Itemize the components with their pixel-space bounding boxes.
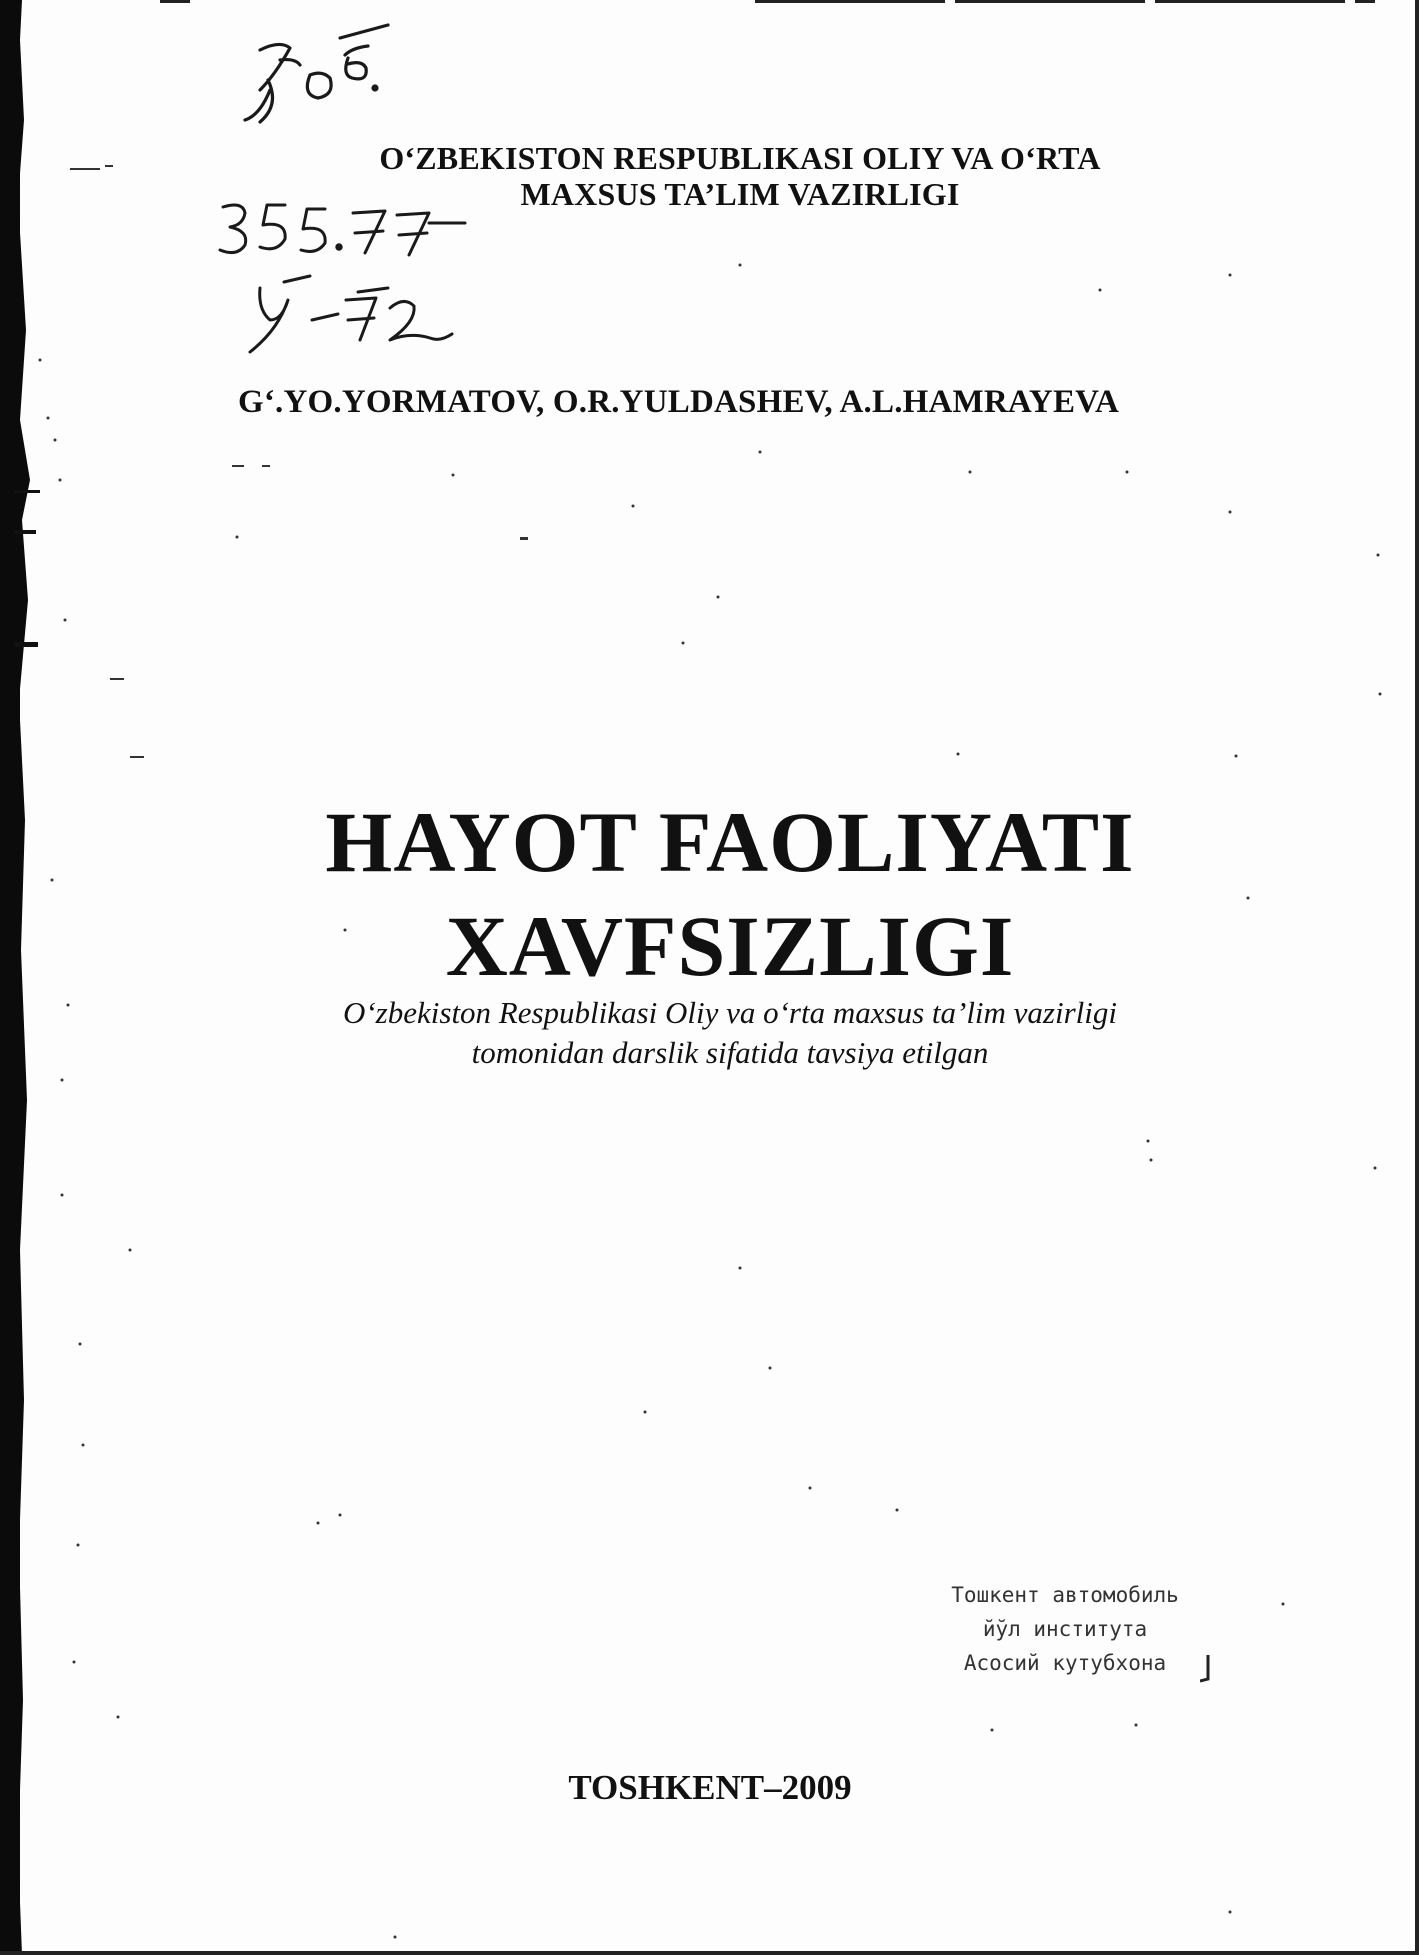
library-stamp [915,1578,1215,1680]
book-subtitle [180,993,1280,1073]
book-title-line2: XAVFSIZLIGI [445,898,1015,994]
book-subtitle-line1: O‘zbekiston Respublikasi Oliy va o‘rta maxsus ta’lim vazirligi [342,995,1118,1030]
book-subtitle-line2: tomonidan darslik sifatida tavsiya etilgan [471,1035,989,1070]
library-stamp-line1: Тошкент автомобиль [951,1583,1179,1607]
stamp-bracket-mark [1200,1655,1212,1685]
scan-bottom-border [0,1951,1419,1955]
ministry-heading [300,140,1180,212]
scan-torn-edge [14,0,44,1955]
scan-top-marks [755,0,1375,3]
authors-line: G‘.YO.YORMATOV, O.R.YULDASHEV, A.L.HAMRAYEVA [238,384,1119,420]
library-stamp-line2: йўл института [982,1617,1148,1641]
city-year: TOSHKENT–2009 [568,1768,852,1807]
book-title [180,790,1280,998]
ministry-heading-line1: O‘ZBEKISTON RESPUBLIKASI OLIY VA O‘RTA [379,140,1101,176]
library-stamp-line3: Асосий кутубхона [963,1651,1167,1675]
handwritten-note-top [240,20,410,130]
book-title-line1: HAYOT FAOLIYATI [325,794,1135,890]
ministry-heading-line2: MAXSUS TA’LIM VAZIRLIGI [520,176,960,212]
handwritten-call-number-2 [240,270,490,360]
scan-right-border [1415,0,1419,1955]
scan-top-mark [160,0,190,3]
